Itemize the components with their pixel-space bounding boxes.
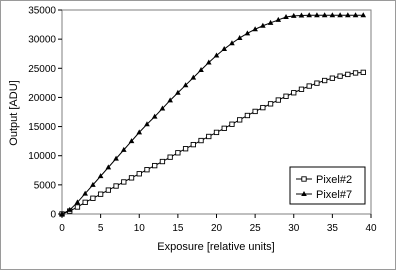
x-tick-label: 5 xyxy=(97,223,104,234)
data-point xyxy=(230,122,234,126)
x-tick-label: 20 xyxy=(210,223,223,234)
data-point xyxy=(338,74,342,78)
data-point xyxy=(299,87,303,91)
data-point xyxy=(75,205,79,209)
data-point xyxy=(168,155,172,159)
data-point xyxy=(346,72,350,76)
data-point xyxy=(237,118,241,122)
data-point xyxy=(199,138,203,142)
y-tick-label: 30000 xyxy=(28,34,56,46)
x-tick-label: 35 xyxy=(326,223,338,234)
data-point xyxy=(292,91,296,95)
y-tick-label: 0 xyxy=(50,209,56,221)
data-point xyxy=(276,98,280,102)
data-point xyxy=(361,70,365,74)
data-point xyxy=(129,176,133,180)
x-tick-label: 25 xyxy=(249,223,261,234)
y-tick-label: 35000 xyxy=(28,5,56,17)
line-chart xyxy=(1,1,395,269)
y-axis-title: Output [ADU] xyxy=(8,80,20,146)
data-point xyxy=(114,184,118,188)
x-axis-ticks xyxy=(59,214,377,234)
data-point xyxy=(222,126,226,130)
data-point xyxy=(183,147,187,151)
data-point xyxy=(91,196,95,200)
x-tick-label: 30 xyxy=(288,223,300,234)
y-axis-ticks xyxy=(28,6,62,221)
legend-marker xyxy=(302,177,306,181)
data-point xyxy=(145,168,149,172)
data-point xyxy=(176,151,180,155)
x-tick-label: 40 xyxy=(365,223,377,234)
y-tick-label: 20000 xyxy=(28,92,56,104)
data-point xyxy=(268,102,272,106)
data-point xyxy=(153,163,157,167)
data-point xyxy=(261,105,265,109)
data-point xyxy=(98,192,102,196)
data-point xyxy=(353,71,357,75)
data-point xyxy=(106,188,110,192)
data-point xyxy=(330,76,334,80)
data-point xyxy=(284,94,288,98)
x-tick-label: 15 xyxy=(172,223,184,234)
legend xyxy=(290,167,365,204)
data-point xyxy=(191,142,195,146)
y-tick-label: 5000 xyxy=(33,180,56,192)
x-tick-label: 10 xyxy=(133,223,145,234)
data-point xyxy=(122,180,126,184)
y-tick-label: 10000 xyxy=(28,151,56,163)
data-point xyxy=(253,109,257,113)
data-point xyxy=(322,78,326,82)
y-tick-label: 15000 xyxy=(28,122,56,134)
data-point xyxy=(137,172,141,176)
data-point xyxy=(83,200,87,204)
legend-label: Pixel#7 xyxy=(316,189,353,201)
data-point xyxy=(207,134,211,138)
data-point xyxy=(160,159,164,163)
y-tick-label: 25000 xyxy=(28,63,56,75)
data-point xyxy=(214,130,218,134)
x-axis-title: Exposure [relative units] xyxy=(157,241,275,253)
data-point xyxy=(315,81,319,85)
data-point xyxy=(245,113,249,117)
data-point xyxy=(307,84,311,88)
x-tick-label: 0 xyxy=(59,223,65,234)
legend-label: Pixel#2 xyxy=(316,174,353,186)
